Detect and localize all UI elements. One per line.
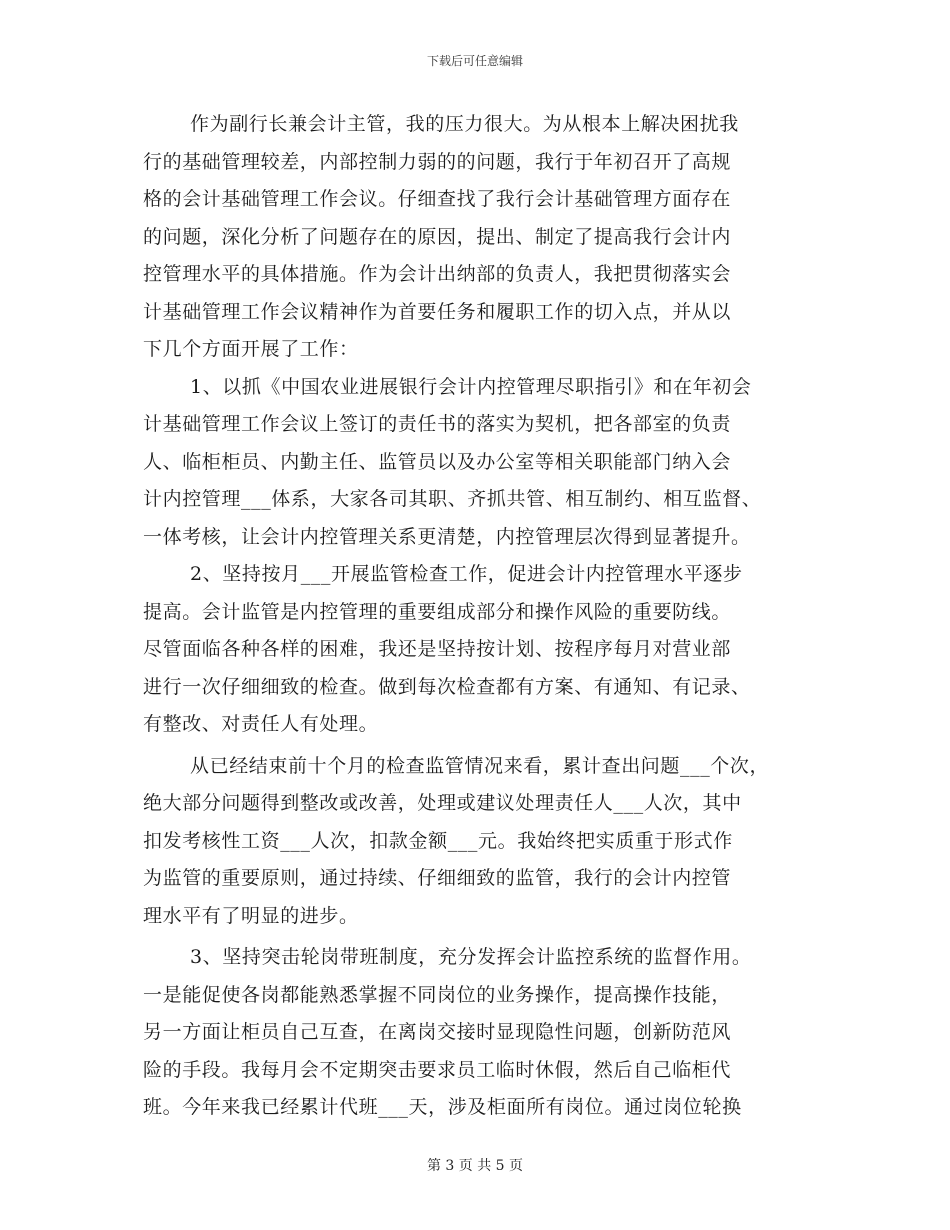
paragraph-line: 险的手段。我每月会不定期突击要求员工临时休假，然后自己临柜代 bbox=[143, 1058, 732, 1081]
paragraph-line: 3、坚持突击轮岗带班制度，充分发挥会计监控系统的监督作用。 bbox=[190, 946, 752, 968]
paragraph-line: 2、坚持按月___开展监管检查工作，促进会计内控管理水平逐步 bbox=[190, 563, 743, 585]
paragraph-line: 另一方面让柜员自己互查，在离岗交接时显现隐性问题，创新防范风 bbox=[143, 1021, 732, 1043]
paragraph-line: 有整改、对责任人有处理。 bbox=[143, 713, 379, 735]
paragraph-line: 尽管面临各种各样的困难，我还是坚持按计划、按程序每月对营业部 bbox=[143, 638, 732, 660]
page-number: 第 3 页 共 5 页 bbox=[426, 1158, 524, 1174]
paragraph-line: 计基础管理工作会议上签订的责任书的落实为契机，把各部室的负责 bbox=[143, 413, 732, 435]
document-body bbox=[143, 106, 833, 1127]
paragraph-line: 进行一次仔细细致的检查。做到每次检查都有方案、有通知、有记录、 bbox=[143, 675, 751, 698]
paragraph-line: 理水平有了明显的进步。 bbox=[143, 904, 359, 927]
paragraph-line: 作为副行长兼会计主管，我的压力很大。为从根本上解决困扰我 bbox=[190, 113, 739, 135]
paragraph-line: 的问题，深化分析了问题存在的原因，提出、制定了提高我行会计内 bbox=[143, 225, 732, 248]
paragraph-line: 班。今年来我已经累计代班___天，涉及柜面所有岗位。通过岗位轮换 bbox=[143, 1096, 742, 1118]
paragraph-line: 1、以抓《中国农业进展银行会计内控管理尽职指引》和在年初会 bbox=[190, 375, 752, 398]
paragraph-line: 扣发考核性工资___人次，扣款金额___元。我始终把实质重于形式作 bbox=[143, 829, 733, 852]
paragraph-line: 一体考核，让会计内控管理关系更清楚，内控管理层次得到显著提升。 bbox=[143, 525, 751, 548]
paragraph-line: 绝大部分问题得到整改或改善，处理或建议处理责任人___人次，其中 bbox=[143, 792, 742, 814]
paragraph-line: 一是能促使各岗都能熟悉掌握不同岗位的业务操作，提高操作技能， bbox=[143, 983, 732, 1006]
paragraph-line: 计内控管理___体系，大家各司其职、齐抓共管、相互制约、相互监督、 bbox=[143, 488, 762, 510]
page-header-note: 下载后可任意编辑 bbox=[426, 54, 523, 68]
paragraph-line: 行的基础管理较差，内部控制力弱的的问题，我行于年初召开了高规 bbox=[143, 150, 732, 173]
paragraph-line: 提高。会计监管是内控管理的重要组成部分和操作风险的重要防线。 bbox=[143, 600, 732, 623]
paragraph-line: 下几个方面开展了工作： bbox=[143, 338, 359, 360]
paragraph-line: 从已经结束前十个月的检查监管情况来看，累计查出问题___个次， bbox=[190, 754, 770, 777]
paragraph-line: 人、临柜柜员、内勤主任、监管员以及办公室等相关职能部门纳入会 bbox=[143, 450, 732, 473]
paragraph-line: 控管理水平的具体措施。作为会计出纳部的负责人，我把贯彻落实会 bbox=[143, 263, 732, 285]
paragraph-line: 计基础管理工作会议精神作为首要任务和履职工作的切入点，并从以 bbox=[143, 300, 732, 323]
paragraph-line: 为监管的重要原则，通过持续、仔细细致的监管，我行的会计内控管 bbox=[143, 867, 732, 889]
paragraph-line: 格的会计基础管理工作会议。仔细查找了我行会计基础管理方面存在 bbox=[143, 188, 732, 210]
